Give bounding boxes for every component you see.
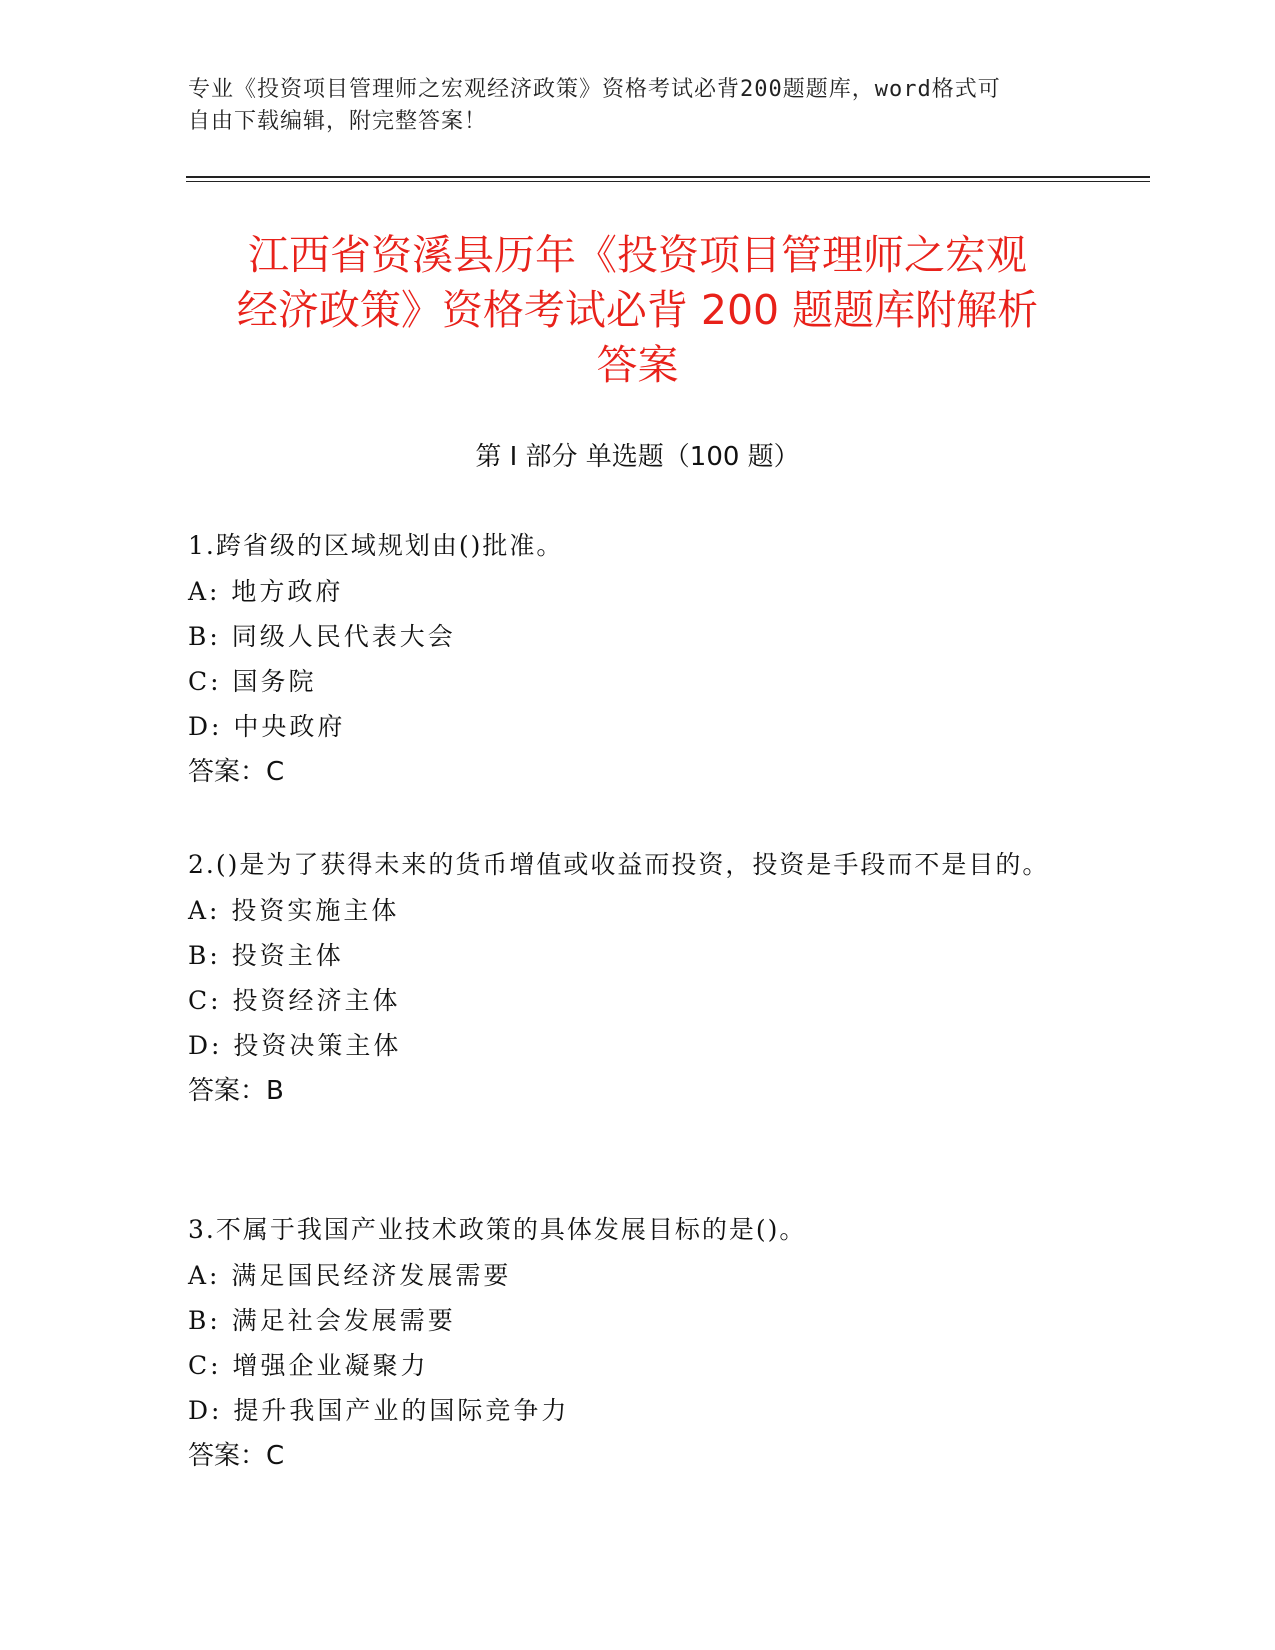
page-title-line-2: 经济政策》资格考试必背 200 题题库附解析 (236, 286, 1039, 334)
option-b: B: 满足社会发展需要 (188, 1306, 456, 1335)
page-title-line-3: 答案 (596, 341, 679, 389)
question-stem: 1.跨省级的区域规划由()批准。 (188, 531, 564, 560)
option-d: D: 中央政府 (188, 712, 346, 741)
option-b: B: 同级人民代表大会 (188, 622, 456, 651)
header-note-line-1: 专业《投资项目管理师之宏观经济政策》资格考试必背200题题库，word格式可 (188, 77, 1001, 102)
option-a: A: 地方政府 (188, 577, 344, 606)
answer: 答案：C (188, 757, 285, 787)
option-c: C: 增强企业凝聚力 (188, 1351, 429, 1380)
option-c: C: 国务院 (188, 667, 317, 696)
question-1 (188, 523, 1068, 795)
option-d: D: 提升我国产业的国际竞争力 (188, 1396, 570, 1425)
question-2 (188, 842, 1068, 1114)
header-note-line-2: 自由下载编辑，附完整答案！ (188, 109, 488, 134)
question-stem: 2.()是为了获得未来的货币增值或收益而投资，投资是手段而不是目的。 (188, 850, 1050, 879)
header-divider-thin (186, 181, 1150, 182)
option-c: C: 投资经济主体 (188, 986, 401, 1015)
option-b: B: 投资主体 (188, 941, 344, 970)
answer: 答案：C (188, 1441, 285, 1471)
section-title: 第 I 部分 单选题（100 题） (475, 442, 800, 472)
page-title-line-1: 江西省资溪县历年《投资项目管理师之宏观 (248, 231, 1027, 279)
option-d: D: 投资决策主体 (188, 1031, 402, 1060)
header-divider-thick (186, 176, 1150, 178)
question-3 (188, 1207, 1068, 1479)
question-stem: 3.不属于我国产业技术政策的具体发展目标的是()。 (188, 1215, 807, 1244)
page-title (150, 228, 1125, 393)
answer: 答案：B (188, 1076, 284, 1106)
header-note (188, 74, 1068, 138)
option-a: A: 满足国民经济发展需要 (188, 1261, 512, 1290)
option-a: A: 投资实施主体 (188, 896, 400, 925)
